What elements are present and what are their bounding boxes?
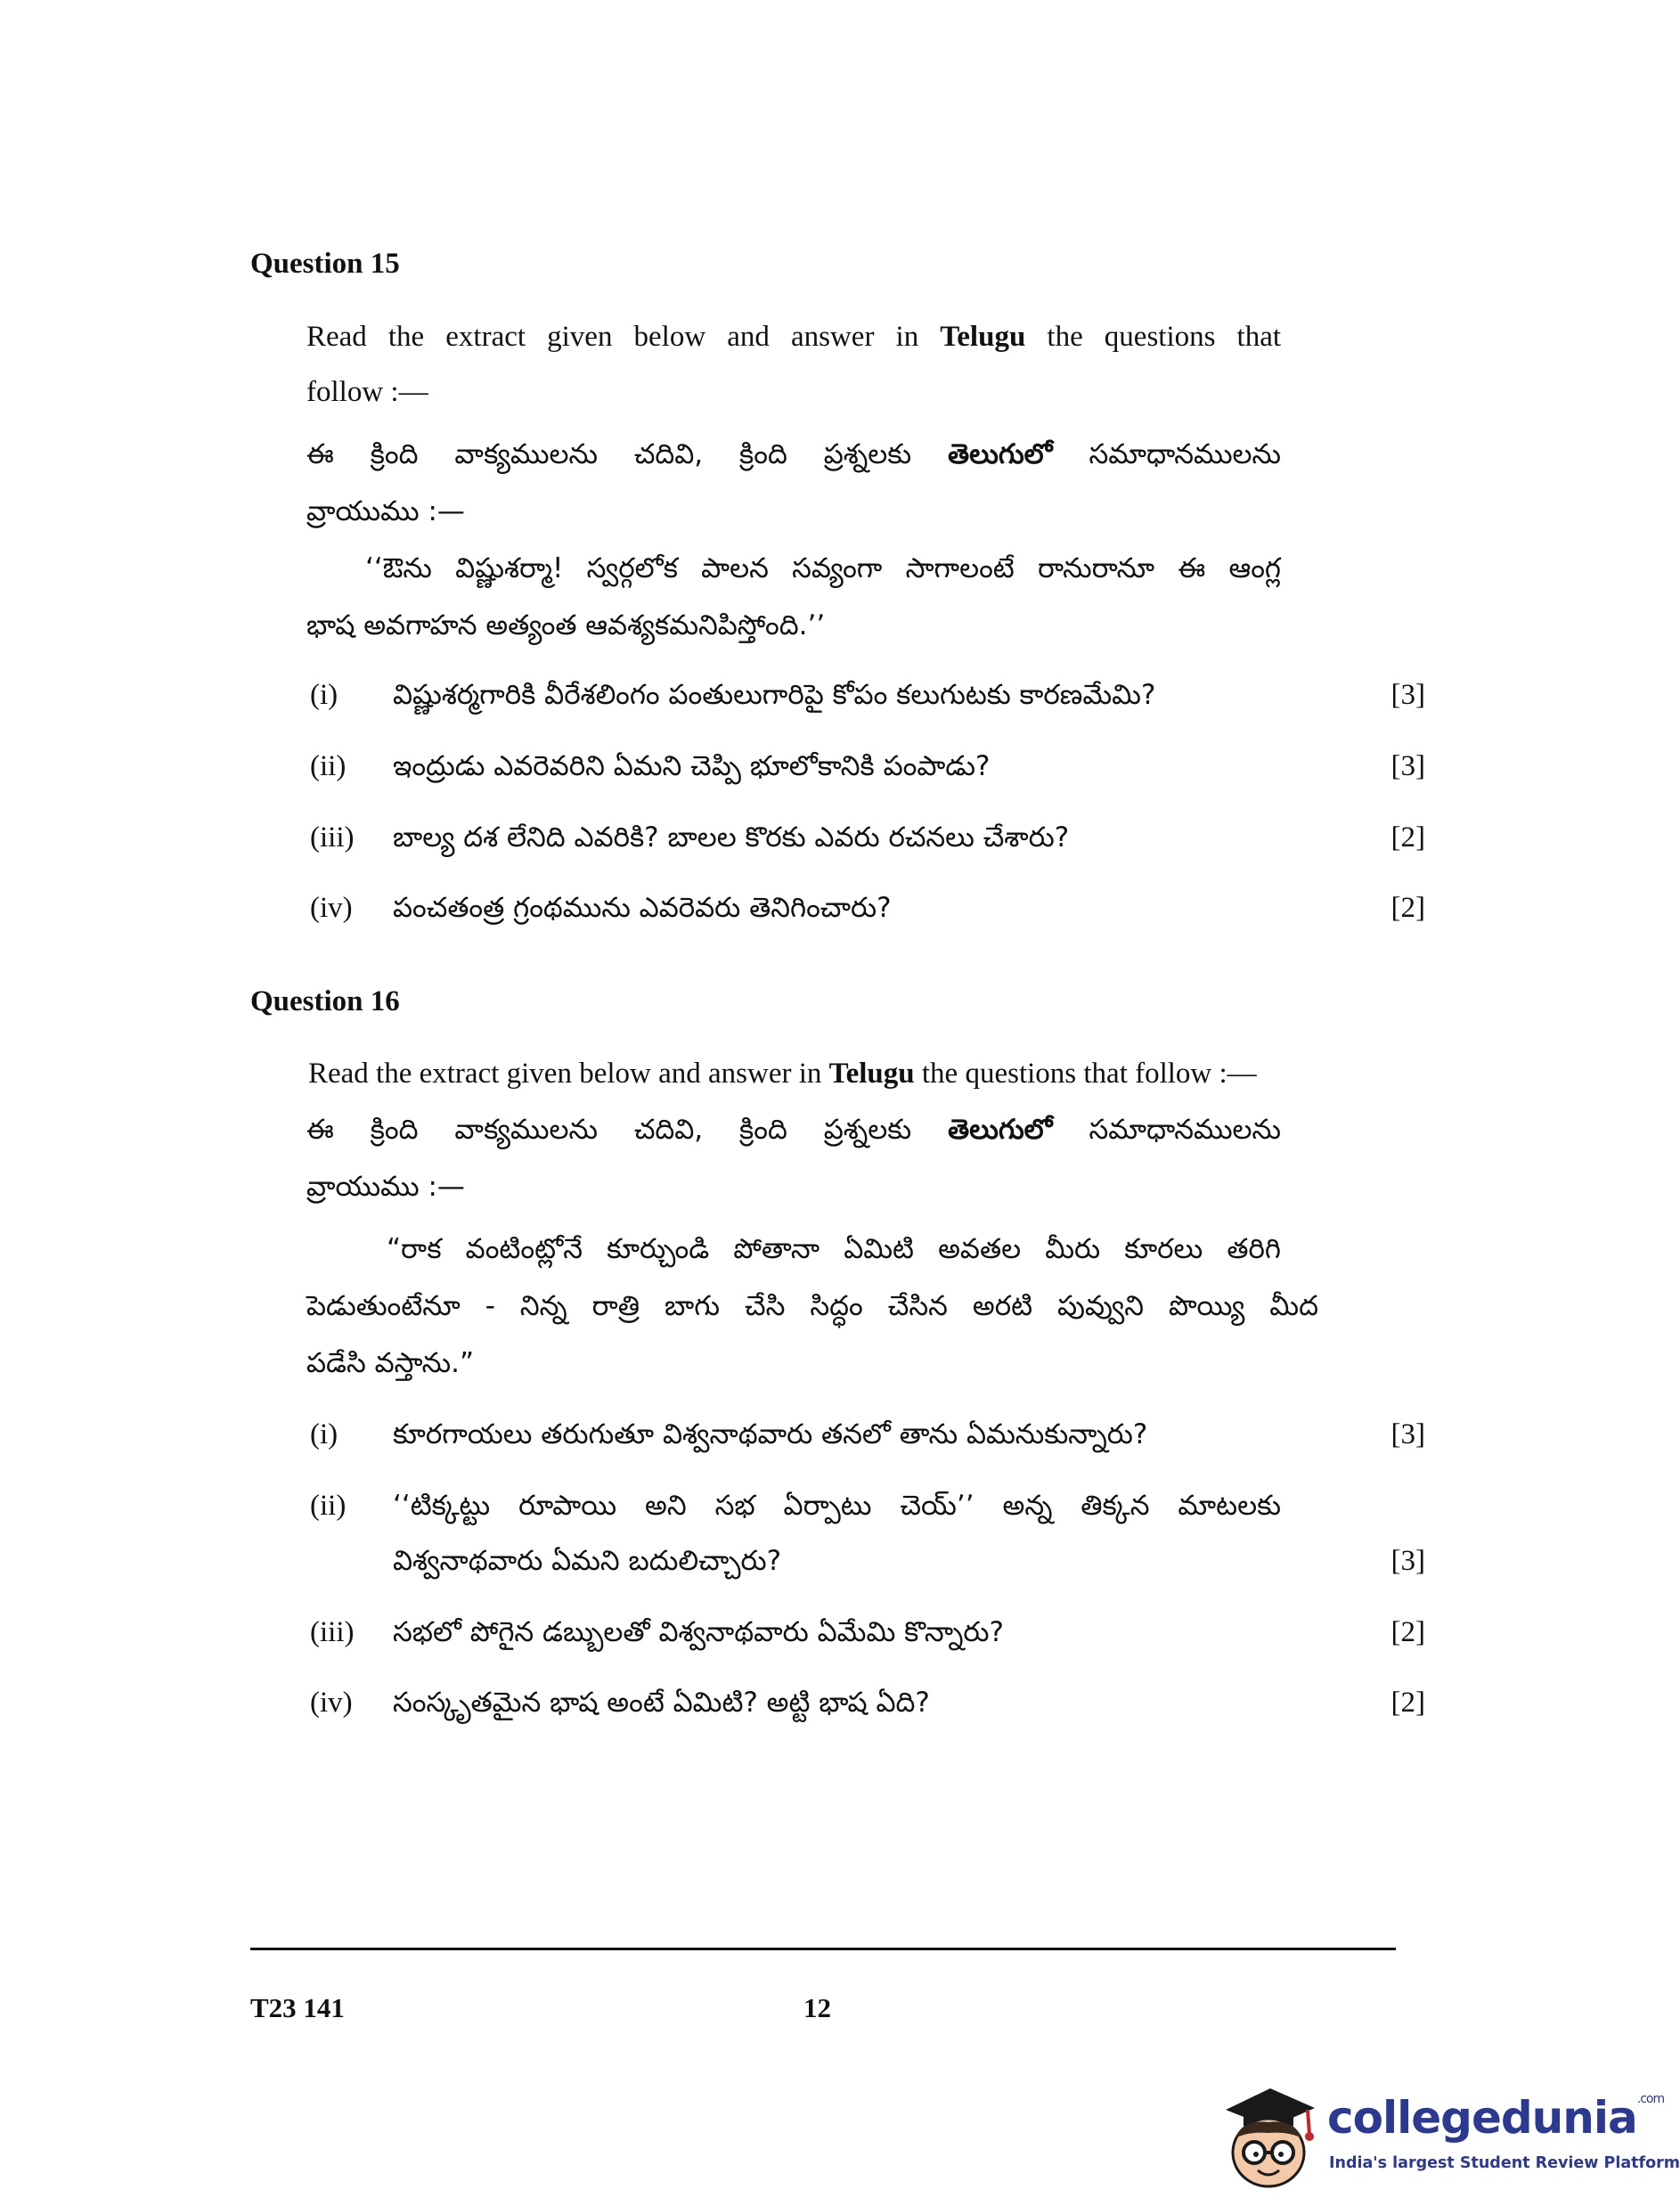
q16-extract-line1: “రాక వంటింట్లోనే కూర్చుండి పోతానా ఏమిటి అవతల మీరు కూరలు తరిగి	[387, 1233, 1281, 1265]
q15-instruction-telugu-line2: వ్రాయుము :—	[306, 495, 465, 527]
q16-te-post: సమాధానములను	[1089, 1114, 1282, 1146]
paper-code: T23 141	[250, 1992, 345, 2023]
q16-instruction-telugu-line1	[306, 1114, 1281, 1152]
q15-item-1-number: (i)	[310, 679, 338, 711]
q15-te-bold: తెలుగులో	[948, 438, 1053, 470]
q15-item-4-number: (iv)	[310, 892, 353, 924]
question-15-heading: Question 15	[250, 248, 400, 280]
q15-extract-line1: ‘‘ఔను విష్ణుశర్మా! స్వర్గలోక పాలన సవ్యంగా సాగాలంటే రానురానూ ఈ ఆంగ్ల	[365, 552, 1281, 584]
q15-te-post: సమాధానములను	[1089, 438, 1282, 470]
q16-instr-bold: Telugu	[828, 1058, 915, 1090]
q16-item-2-marks: [3]	[1390, 1545, 1425, 1577]
footer-rule	[250, 1948, 1396, 1950]
q16-instruction-english	[308, 1058, 1257, 1091]
q15-item-4-text: పంచతంత్ర గ్రంథమును ఎవరెవరు తెనిగించారు?	[393, 892, 892, 924]
q15-instruction-english-line2: follow :—	[306, 376, 428, 408]
logo-wordmark: collegedunia$^{.com}$	[1327, 2092, 1665, 2144]
q15-item-1-text: విష్ణుశర్మగారికి వీరేశలింగం పంతులుగారిపై కోపం కలుగుటకు కారణమేమి?	[393, 679, 1156, 711]
q15-item-3-number: (iii)	[310, 821, 355, 854]
q16-item-3-text: సభలో పోగైన డబ్బులతో విశ్వనాథవారు ఏమేమి కొన్నారు?	[393, 1616, 1004, 1648]
q15-item-3-marks: [2]	[1390, 821, 1425, 854]
q16-te-bold: తెలుగులో	[948, 1114, 1053, 1146]
q16-item-4-marks: [2]	[1390, 1687, 1425, 1719]
q16-item-1-marks: [3]	[1390, 1418, 1425, 1450]
q16-item-2-text: ‘‘టిక్కట్టు రూపాయి అని సభ ఏర్పాటు చెయ్’’ అన్న తిక్కన మాటలకు	[393, 1490, 1281, 1522]
q16-te-pre: ఈ క్రింది వాక్యములను చదివి, క్రింది ప్రశ్నలకు	[306, 1114, 912, 1146]
question-16-heading: Question 16	[250, 985, 400, 1017]
q16-item-4-text: సంస్కృతమైన భాష అంటే ఏమిటి? అట్టి భాష ఏది?	[393, 1687, 930, 1719]
q15-item-3-text: బాల్య దశ లేనిది ఎవరికి? బాలల కొరకు ఎవరు రచనలు చేశారు?	[393, 821, 1070, 854]
q15-item-2-number: (ii)	[310, 750, 347, 782]
q16-item-3-number: (iii)	[310, 1616, 355, 1648]
page-number: 12	[803, 1992, 831, 2023]
q15-item-2-marks: [3]	[1390, 750, 1425, 782]
q16-extract-line2: పెడుతుంటేనూ - నిన్న రాత్రి బాగు చేసి సిద్ధం చేసిన అరటి పువ్వుని పొయ్యి మీద	[306, 1290, 1318, 1322]
q15-instr-post: the questions that	[1047, 321, 1282, 353]
q15-instruction-english-line1	[306, 321, 1281, 354]
q15-instr-bold: Telugu	[940, 321, 1026, 353]
collegedunia-logo	[1208, 2076, 1680, 2192]
q15-extract-line2: భాష అవగాహన అత్యంత ఆవశ్యకమనిపిస్తోంది.’’	[306, 609, 826, 641]
q15-te-pre: ఈ క్రింది వాక్యములను చదివి, క్రింది ప్రశ్నలకు	[306, 438, 912, 470]
q15-item-2-text: ఇంద్రుడు ఎవరెవరిని ఏమని చెప్పి భూలోకానికి పంపాడు?	[393, 750, 991, 782]
q16-item-1-text: కూరగాయలు తరుగుతూ విశ్వనాథవారు తనలో తాను ఏమనుకున్నారు?	[393, 1418, 1148, 1450]
q16-item-2-text-line2: విశ్వనాథవారు ఏమని బదులిచ్చారు?	[393, 1545, 782, 1577]
q16-instruction-telugu-line2: వ్రాయుము :—	[306, 1171, 465, 1203]
q15-instruction-telugu-line1	[306, 438, 1281, 477]
logo-tagline: India's largest Student Review Platform	[1329, 2154, 1680, 2172]
q16-extract-line3: పడేసి వస్తాను.”	[306, 1347, 475, 1379]
q15-item-4-marks: [2]	[1390, 892, 1425, 924]
q15-instr-pre: Read the extract given below and answer in	[306, 321, 919, 353]
q15-item-1-marks: [3]	[1390, 679, 1425, 711]
q16-item-4-number: (iv)	[310, 1687, 353, 1719]
q16-item-3-marks: [2]	[1390, 1616, 1425, 1648]
mascot-icon	[1208, 2076, 1324, 2192]
q16-instr-post: the questions that follow :—	[921, 1058, 1257, 1090]
q16-item-1-number: (i)	[310, 1418, 338, 1450]
q16-instr-pre: Read the extract given below and answer in	[308, 1058, 822, 1090]
q16-item-2-number: (ii)	[310, 1490, 347, 1522]
